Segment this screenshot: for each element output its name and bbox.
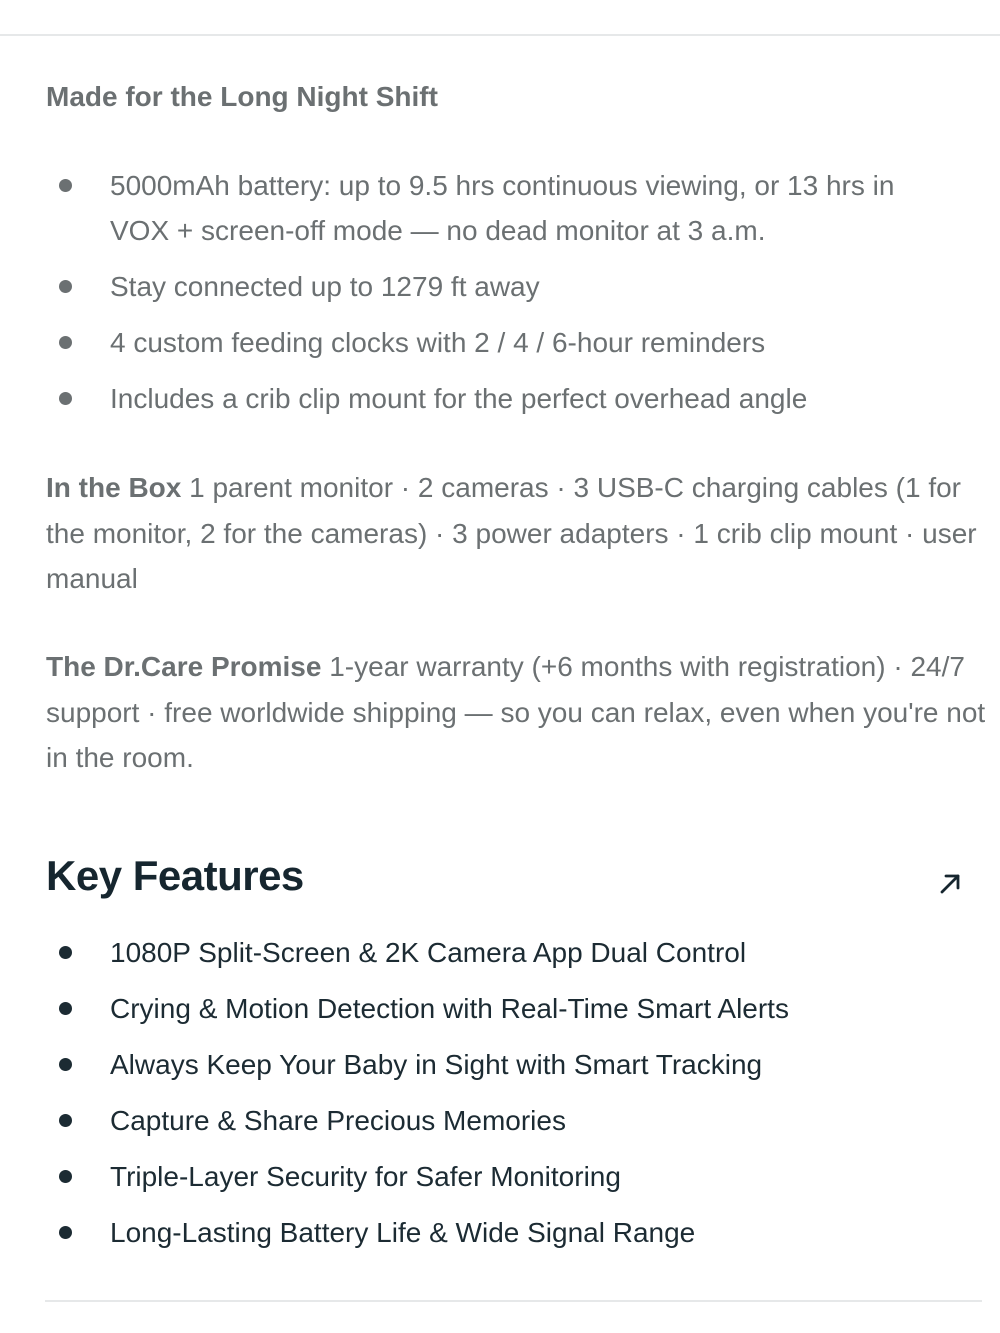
promise-paragraph [46, 644, 991, 781]
list-item-text: Triple-Layer Security for Safer Monitoring [110, 1161, 621, 1192]
list-item [0, 986, 1000, 1031]
list-item-text: 4 custom feeding clocks with 2 / 4 / 6-hour reminders [110, 327, 766, 358]
bullet-icon [59, 946, 72, 959]
promise-label: The Dr.Care Promise [46, 651, 322, 682]
list-item [0, 1154, 1000, 1199]
list-item-text: Includes a crib clip mount for the perfect overhead angle [110, 383, 808, 414]
arrow-up-right-icon[interactable] [934, 868, 966, 900]
bottom-divider [45, 1300, 982, 1302]
in-the-box-paragraph [46, 465, 991, 602]
promise-text: 1-year warranty (+6 months with registration) · 24/7 support · free worldwide shipping — so you can relax, even when you're not in the room. [46, 651, 986, 773]
list-item [0, 1098, 1000, 1143]
bullet-icon [59, 179, 72, 192]
bullet-icon [59, 1226, 72, 1239]
bullet-icon [59, 392, 72, 405]
list-item-text: Stay connected up to 1279 ft away [110, 271, 540, 302]
top-divider [0, 34, 1000, 36]
in-the-box-text: 1 parent monitor · 2 cameras · 3 USB-C charging cables (1 for the monitor, 2 for the cameras) · 3 power adapters · 1 crib clip mount · user manual [46, 472, 977, 594]
key-features-list [0, 930, 1000, 1266]
bullet-icon [59, 336, 72, 349]
list-item [0, 163, 1000, 253]
list-item [0, 320, 1000, 365]
bullet-icon [59, 1002, 72, 1015]
list-item [0, 264, 1000, 309]
list-item-text: 1080P Split-Screen & 2K Camera App Dual Control [110, 937, 747, 968]
bullet-icon [59, 1058, 72, 1071]
list-item [0, 1042, 1000, 1087]
bullet-icon [59, 1114, 72, 1127]
list-item [0, 930, 1000, 975]
in-the-box-label: In the Box [46, 472, 182, 503]
list-item [0, 1210, 1000, 1255]
list-item-text: Long-Lasting Battery Life & Wide Signal Range [110, 1217, 696, 1248]
list-item-text: Capture & Share Precious Memories [110, 1105, 566, 1136]
bullet-icon [59, 280, 72, 293]
list-item-text: 5000mAh battery: up to 9.5 hrs continuous viewing, or 13 hrs in VOX + screen-off mode — no dead monitor at 3 a.m. [110, 170, 895, 246]
list-item-text: Always Keep Your Baby in Sight with Smart Tracking [110, 1049, 763, 1080]
list-item-text: Crying & Motion Detection with Real-Time Smart Alerts [110, 993, 789, 1024]
list-item [0, 376, 1000, 421]
night-shift-heading: Made for the Long Night Shift [46, 81, 438, 112]
night-shift-list [0, 163, 1000, 432]
bullet-icon [59, 1170, 72, 1183]
key-features-heading: Key Features [46, 852, 304, 899]
